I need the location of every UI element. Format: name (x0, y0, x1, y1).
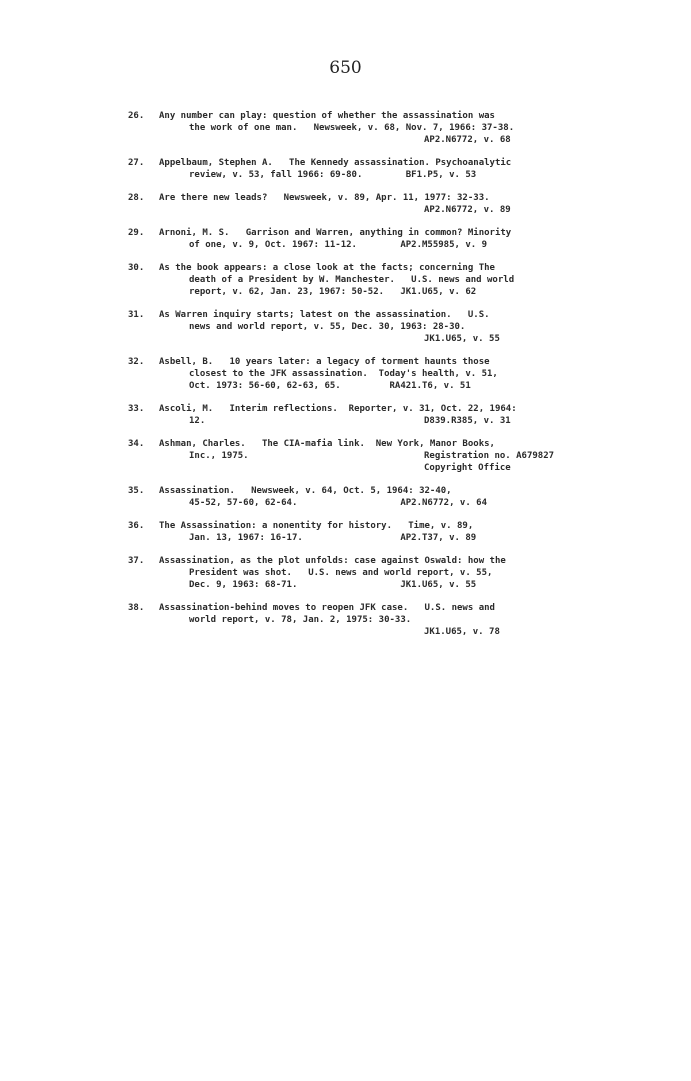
entry-line: report, v. 62, Jan. 23, 1967: 50-52. JK1.U65, v. 62 (189, 287, 477, 297)
bibliography-entry (128, 110, 598, 146)
page-number: 650 (329, 58, 362, 78)
call-number: AP2.N6772, v. 89 (424, 205, 511, 215)
copyright-office: Copyright Office (424, 463, 511, 473)
entry-line (128, 415, 598, 427)
entry-line: Assassination-behind moves to reopen JFK case. U.S. news and (159, 603, 495, 613)
bibliography-entry (128, 227, 598, 251)
entry-line: Any number can play: question of whether the assassination was (159, 111, 495, 121)
bibliography-list (128, 110, 598, 649)
entry-line: closest to the JFK assassination. Today's health, v. 51, (189, 369, 498, 379)
entry-line: Jan. 13, 1967: 16-17. AP2.T37, v. 89 (189, 533, 477, 543)
entry-line: Assassination, as the plot unfolds: case against Oswald: how the (159, 556, 506, 566)
call-number: D839.R385, v. 31 (424, 416, 511, 426)
entry-number: 32. (128, 357, 145, 367)
entry-line: 45-52, 57-60, 62-64. AP2.N6772, v. 64 (189, 498, 488, 508)
entry-number: 28. (128, 193, 145, 203)
entry-number: 26. (128, 111, 145, 121)
bibliography-entry (128, 520, 598, 544)
entry-number: 34. (128, 439, 145, 449)
bibliography-entry (128, 438, 598, 474)
entry-line: As the book appears: a close look at the facts; concerning The (159, 263, 495, 273)
bibliography-entry (128, 555, 598, 591)
entry-line: of one, v. 9, Oct. 1967: 11-12. AP2.M55985, v. 9 (189, 240, 488, 250)
entry-number: 29. (128, 228, 145, 238)
entry-line: As Warren inquiry starts; latest on the assassination. U.S. (159, 310, 490, 320)
entry-line: Assassination. Newsweek, v. 64, Oct. 5, 1964: 32-40, (159, 486, 452, 496)
entry-line: President was shot. U.S. news and world report, v. 55, (189, 568, 493, 578)
entry-number: 35. (128, 486, 145, 496)
entry-line: world report, v. 78, Jan. 2, 1975: 30-33. (189, 615, 412, 625)
entry-number: 27. (128, 158, 145, 168)
entry-number: 33. (128, 404, 145, 414)
bibliography-entry (128, 262, 598, 298)
call-number: JK1.U65, v. 55 (424, 334, 500, 344)
entry-line (128, 450, 598, 462)
entry-line: the work of one man. Newsweek, v. 68, Nov. 7, 1966: 37-38. (189, 123, 515, 133)
entry-line: Appelbaum, Stephen A. The Kennedy assassination. Psychoanalytic (159, 158, 512, 168)
entry-line: Ascoli, M. Interim reflections. Reporter, v. 31, Oct. 22, 1964: (159, 404, 517, 414)
entry-line-text: 12. (189, 416, 206, 426)
entry-line: Asbell, B. 10 years later: a legacy of torment haunts those (159, 357, 490, 367)
entry-line: review, v. 53, fall 1966: 69-80. BF1.P5, v. 53 (189, 170, 477, 180)
entry-line-text: Inc., 1975. (189, 451, 249, 461)
entry-line: Dec. 9, 1963: 68-71. JK1.U65, v. 55 (189, 580, 477, 590)
entry-number: 36. (128, 521, 145, 531)
entry-line: death of a President by W. Manchester. U.S. news and world (189, 275, 515, 285)
entry-line: Arnoni, M. S. Garrison and Warren, anything in common? Minority (159, 228, 512, 238)
call-number: JK1.U65, v. 78 (424, 627, 500, 637)
entry-line: Ashman, Charles. The CIA-mafia link. New York, Manor Books, (159, 439, 495, 449)
entry-number: 31. (128, 310, 145, 320)
bibliography-entry (128, 403, 598, 427)
entry-line: Oct. 1973: 56-60, 62-63, 65. RA421.T6, v. 51 (189, 381, 471, 391)
bibliography-entry (128, 157, 598, 181)
entry-number: 37. (128, 556, 145, 566)
entry-line: Are there new leads? Newsweek, v. 89, Apr. 11, 1977: 32-33. (159, 193, 490, 203)
registration-number: Registration no. A679827 (424, 451, 555, 461)
entry-line: The Assassination: a nonentity for history. Time, v. 89, (159, 521, 474, 531)
bibliography-entry (128, 356, 598, 392)
entry-number: 30. (128, 263, 145, 273)
bibliography-entry (128, 309, 598, 345)
bibliography-entry (128, 192, 598, 216)
bibliography-entry (128, 485, 598, 509)
entry-line: news and world report, v. 55, Dec. 30, 1963: 28-30. (189, 322, 466, 332)
entry-number: 38. (128, 603, 145, 613)
bibliography-entry (128, 602, 598, 638)
call-number: AP2.N6772, v. 68 (424, 135, 511, 145)
